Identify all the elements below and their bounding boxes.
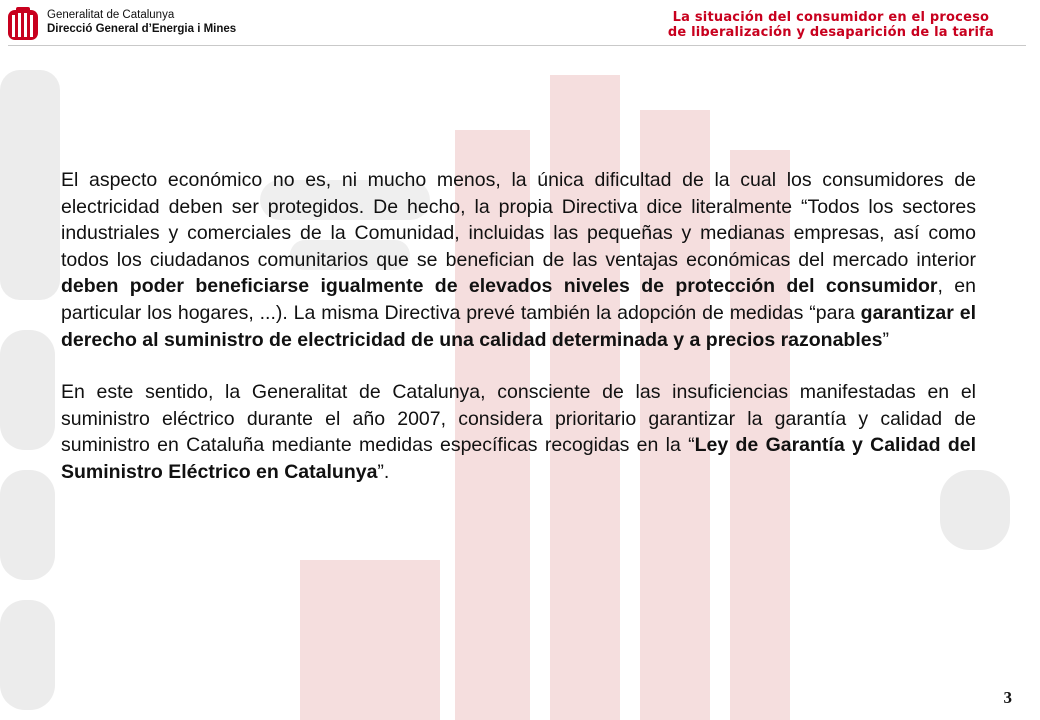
watermark-logo-shape (0, 600, 55, 710)
generalitat-logo-icon (8, 7, 38, 41)
paragraph-text: El aspecto económico no es, ni mucho menos, la única dificultad de la cual los consumidores de electricidad deben ser protegidos. De hecho, la propia Directiva dice literalmente “Todos los sectores industriales y comerciales de la Comunidad, incluidas las pequeñas y medianas empresas, así como todos los ciudadanos comunitarios que se benefician de las ventajas económicas del mercado interior (61, 169, 976, 271)
emphasis-text: deben poder beneficiarse igualmente de elevados niveles de protección del consumidor (61, 275, 938, 298)
paragraph-directive (61, 167, 976, 353)
organization-name: Generalitat de Catalunya (47, 9, 175, 21)
emphasis-text: garantizar el derecho al suministro de electricidad de una calidad determinada y a precios razonables (61, 301, 976, 351)
watermark-logo-shape (0, 470, 55, 580)
paragraph-text: , en particular los hogares, ...). La misma Directiva prevé también la adopción de medidas “para (61, 275, 976, 324)
presentation-title-line2: de liberalización y desaparición de la tarifa (667, 25, 994, 40)
page-number: 3 (1003, 688, 1012, 707)
law-title: Ley de Garantía y Calidad del Suministro Eléctrico en Catalunya (61, 434, 977, 483)
presentation-title-line1: La situación del consumidor en el proceso (672, 10, 990, 25)
paragraph-text: ”. (377, 460, 390, 483)
watermark-logo-shape (0, 330, 55, 450)
paragraph-generalitat (61, 379, 976, 485)
watermark-logo-shape (0, 70, 60, 300)
header-divider (8, 45, 1026, 46)
watermark-stripe (300, 560, 440, 720)
slide-body (61, 167, 976, 486)
paragraph-text: En este sentido, la Generalitat de Catalunya, consciente de las insuficiencias manifestadas en el suministro eléctrico durante el año 2007, considera prioritario garantizar la garantía y calidad de suministro en Cataluña mediante medidas específicas recogidas en la “ (61, 381, 976, 457)
department-name: Direcció General d’Energia i Mines (47, 23, 237, 35)
paragraph-text: ” (882, 328, 889, 351)
presentation-title (668, 10, 994, 40)
organization-block (47, 8, 236, 36)
